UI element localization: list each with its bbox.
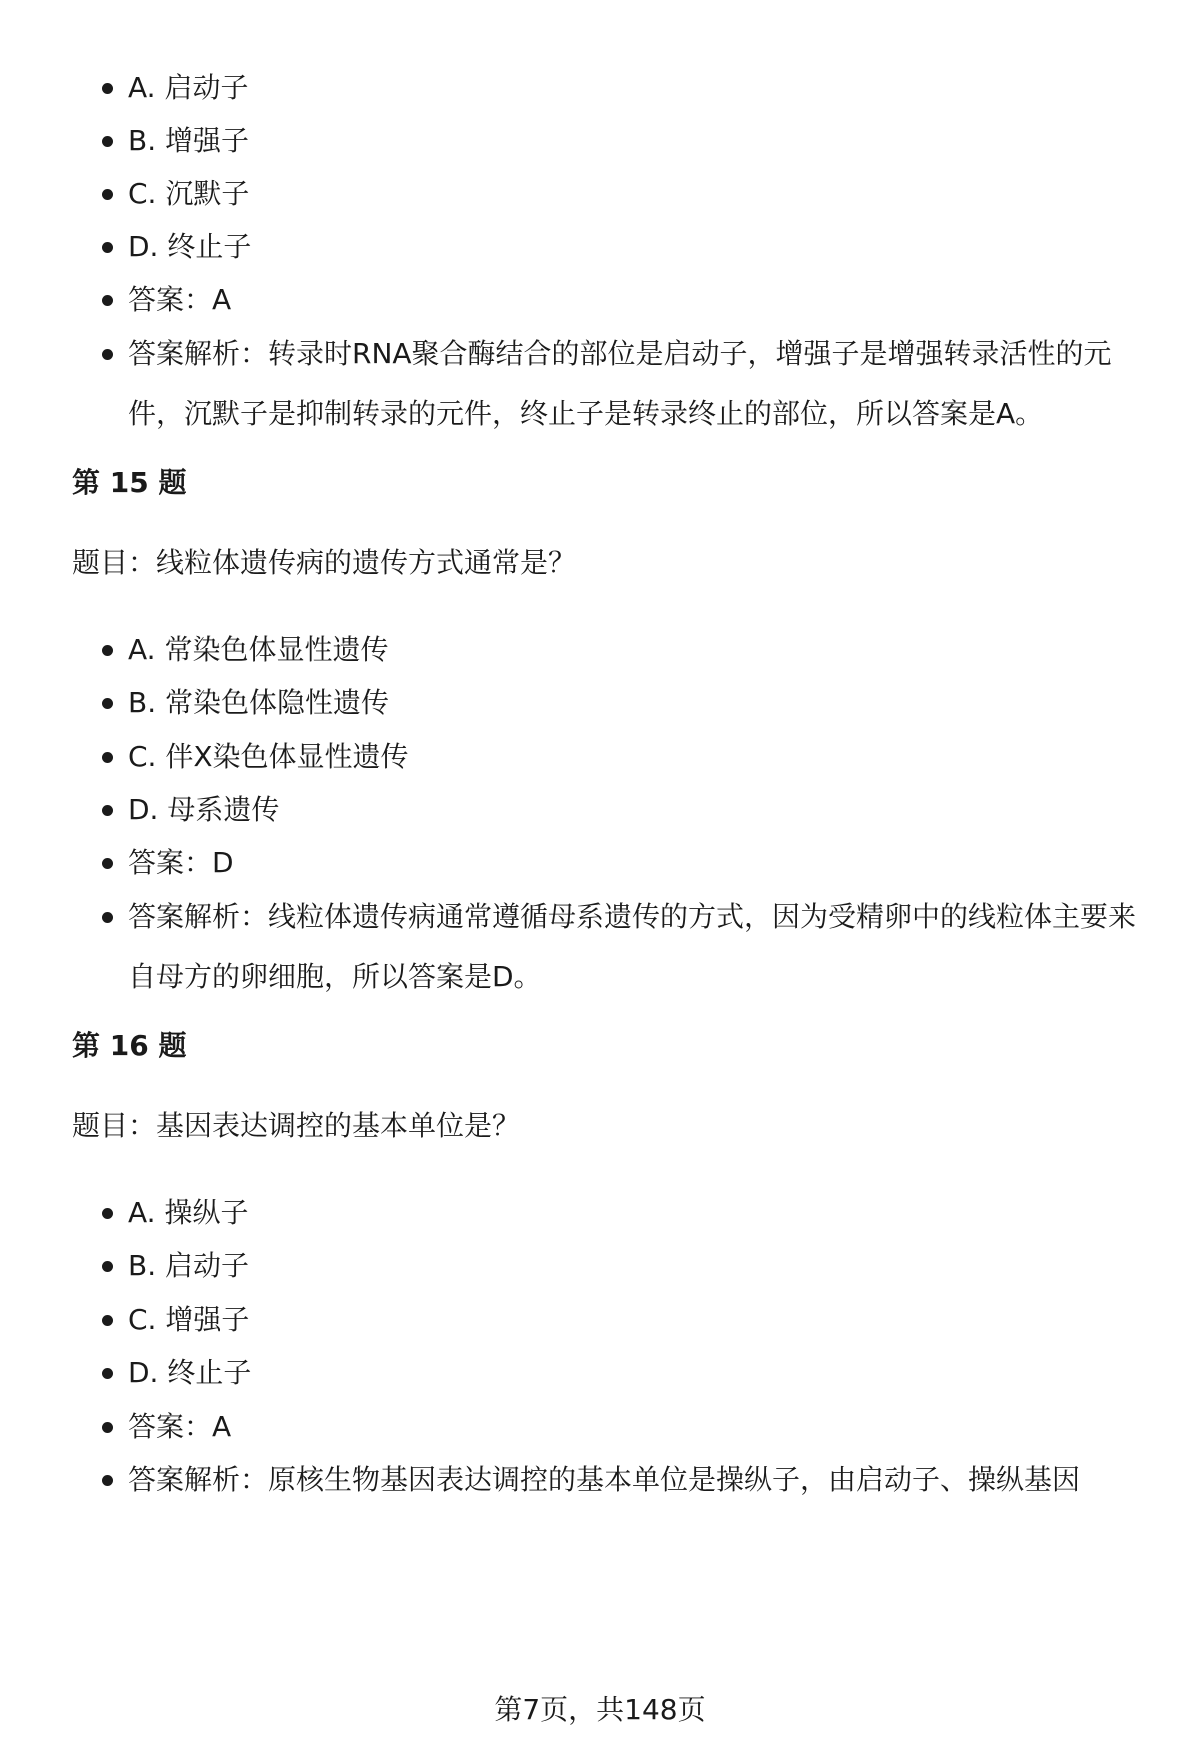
option-text: C. 伴X染色体显性遗传 (128, 740, 409, 773)
q14-answer (128, 270, 1148, 330)
q15-answer (128, 833, 1148, 893)
q14-option-a (128, 58, 1148, 118)
q15-explanation (128, 887, 1148, 1007)
q14-option-b (128, 111, 1148, 171)
explanation-text: 答案解析：转录时RNA聚合酶结合的部位是启动子，增强子是增强转录活性的元件，沉默子是抑制转录的元件，终止子是转录终止的部位，所以答案是A。 (128, 337, 1112, 430)
q16-option-b (128, 1236, 1148, 1296)
option-text: A. 启动子 (128, 71, 249, 104)
q14-option-c (128, 164, 1148, 224)
option-text: D. 母系遗传 (128, 793, 280, 826)
q16-explanation (128, 1450, 1148, 1510)
bullet-icon (102, 83, 113, 94)
q16-heading: 第 16 题 (72, 1029, 187, 1062)
bullet-icon (102, 698, 113, 709)
q16-option-c (128, 1290, 1148, 1350)
option-text: A. 常染色体显性遗传 (128, 633, 389, 666)
bullet-icon (102, 912, 113, 923)
q15-option-d (128, 780, 1148, 840)
answer-text: 答案：D (128, 846, 234, 879)
bullet-icon (102, 1208, 113, 1219)
bullet-icon (102, 645, 113, 656)
option-text: D. 终止子 (128, 230, 252, 263)
q15-option-b (128, 673, 1148, 733)
option-text: A. 操纵子 (128, 1196, 249, 1229)
bullet-icon (102, 1422, 113, 1433)
bullet-icon (102, 136, 113, 147)
bullet-icon (102, 1475, 113, 1486)
answer-text: 答案：A (128, 1410, 232, 1443)
q16-answer (128, 1397, 1148, 1457)
q15-option-a (128, 620, 1148, 680)
bullet-icon (102, 189, 113, 200)
q16-question: 题目：基因表达调控的基本单位是？ (72, 1109, 521, 1142)
option-text: B. 增强子 (128, 124, 250, 157)
page-number: 第7页，共148页 (494, 1693, 706, 1726)
option-text: B. 启动子 (128, 1249, 250, 1282)
bullet-icon (102, 295, 113, 306)
option-text: D. 终止子 (128, 1356, 252, 1389)
bullet-icon (102, 1368, 113, 1379)
bullet-icon (102, 1315, 113, 1326)
q14-explanation (128, 324, 1148, 444)
bullet-icon (102, 752, 113, 763)
q15-question: 题目：线粒体遗传病的遗传方式通常是？ (72, 546, 577, 579)
explanation-text: 答案解析：线粒体遗传病通常遵循母系遗传的方式，因为受精卵中的线粒体主要来自母方的卵细胞，所以答案是D。 (128, 900, 1137, 993)
q15-option-c (128, 727, 1148, 787)
q16-option-d (128, 1343, 1148, 1403)
bullet-icon (102, 858, 113, 869)
bullet-icon (102, 349, 113, 360)
q14-option-d (128, 217, 1148, 277)
q16-option-a (128, 1183, 1148, 1243)
option-text: B. 常染色体隐性遗传 (128, 686, 390, 719)
q15-heading: 第 15 题 (72, 466, 187, 499)
option-text: C. 增强子 (128, 1303, 250, 1336)
answer-text: 答案：A (128, 283, 232, 316)
bullet-icon (102, 1261, 113, 1272)
bullet-icon (102, 805, 113, 816)
explanation-text: 答案解析：原核生物基因表达调控的基本单位是操纵子，由启动子、操纵基因 (128, 1463, 1081, 1496)
option-text: C. 沉默子 (128, 177, 250, 210)
bullet-icon (102, 242, 113, 253)
